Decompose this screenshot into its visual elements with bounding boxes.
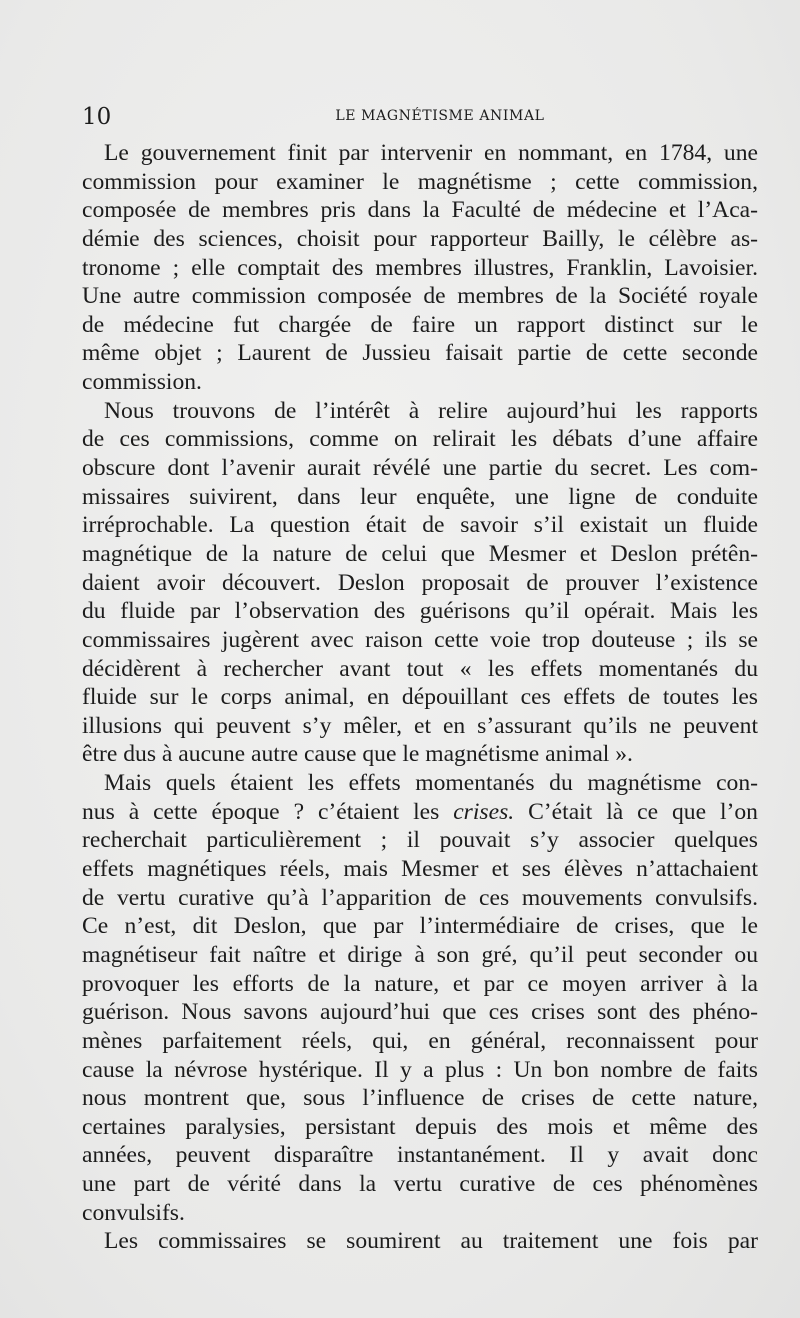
- text-line: cause la névrose hystérique. Il y a plus : Un bon nombre de faits: [82, 1056, 758, 1083]
- text-segment: C’était là ce que l’on: [514, 798, 758, 825]
- text-line: de vertu curative qu’à l’apparition de ces mouvements convulsifs.: [82, 884, 758, 911]
- text-line: commission pour examiner le magnétisme ; cette commission,: [82, 168, 758, 195]
- text-line: convulsifs.: [82, 1199, 185, 1226]
- text-line: nous montrent que, sous l’influence de crises de cette nature,: [82, 1085, 758, 1112]
- text-line: recherchait particulièrement ; il pouvait s’y associer quelques: [82, 827, 758, 854]
- text-line: de ces commissions, comme on relirait les débats d’une affaire: [82, 426, 758, 453]
- text-line: tronome ; elle comptait des membres illustres, Franklin, Lavoisier.: [82, 254, 758, 281]
- text-line: missaires suivirent, dans leur enquête, une ligne de conduite: [82, 483, 758, 510]
- text-line: effets magnétiques réels, mais Mesmer et ses élèves n’attachaient: [82, 856, 758, 883]
- running-head: LE MAGNÉTISME ANIMAL: [335, 108, 545, 124]
- page-header: [82, 100, 758, 132]
- body-text: [82, 139, 758, 1256]
- text-line: Le gouvernement finit par intervenir en nommant, en 1784, une: [104, 140, 758, 166]
- text-line: Nous trouvons de l’intérêt à relire aujourd’hui les rapports: [104, 397, 758, 424]
- text-line: de médecine fut chargée de faire un rapport distinct sur le: [82, 311, 758, 338]
- text-line: magnétique de la nature de celui que Mesmer et Deslon prétên-: [82, 540, 758, 567]
- text-line: être dus à aucune autre cause que le magnétisme animal ».: [82, 741, 633, 768]
- text-line: même objet ; Laurent de Jussieu faisait partie de cette seconde: [82, 340, 758, 367]
- text-line: Mais quels étaient les effets momentanés du magnétisme con-: [104, 770, 758, 797]
- page-number: 10: [82, 104, 112, 130]
- text-line: Ce n’est, dit Deslon, que par l’intermédiaire de crises, que le: [82, 913, 758, 940]
- text-line: Les commissaires se soumirent au traitement une fois par: [104, 1228, 758, 1255]
- text-line: composée de membres pris dans la Faculté de médecine et l’Aca-: [82, 197, 758, 224]
- text-line: provoquer les efforts de la nature, et par ce moyen arriver à la: [82, 970, 758, 997]
- text-line: magnétiseur fait naître et dirige à son gré, qu’il peut seconder ou: [82, 941, 758, 968]
- text-segment: nus à cette époque ? c’étaient les: [82, 798, 454, 825]
- text-line: années, peuvent disparaître instantanément. Il y avait donc: [82, 1142, 758, 1169]
- text-line: Une autre commission composée de membres de la Société royale: [82, 283, 758, 310]
- text-line: décidèrent à rechercher avant tout « les effets momentanés du: [82, 655, 758, 682]
- text-line: irréprochable. La question était de savoir s’il existait un fluide: [82, 512, 758, 539]
- text-line: mènes parfaitement réels, qui, en général, reconnaissent pour: [82, 1027, 758, 1054]
- text-line: guérison. Nous savons aujourd’hui que ces crises sont des phéno-: [82, 999, 758, 1026]
- italic-term: crises.: [453, 798, 515, 825]
- text-line: une part de vérité dans la vertu curative de ces phénomènes: [82, 1171, 758, 1198]
- text-line: du fluide par l’observation des guérisons qu’il opérait. Mais les: [82, 598, 758, 625]
- text-line: commission.: [82, 369, 202, 396]
- text-line: démie des sciences, choisit pour rapporteur Bailly, le célèbre as-: [82, 225, 758, 252]
- text-line: certaines paralysies, persistant depuis des mois et même des: [82, 1113, 758, 1140]
- text-line: illusions qui peuvent s’y mêler, et en s’assurant qu’ils ne peuvent: [82, 712, 758, 739]
- text-line: obscure dont l’avenir aurait révélé une partie du secret. Les com-: [82, 455, 758, 482]
- text-line: [82, 798, 758, 827]
- text-line: fluide sur le corps animal, en dépouillant ces effets de toutes les: [82, 684, 758, 711]
- text-line: commissaires jugèrent avec raison cette voie trop douteuse ; ils se: [82, 626, 758, 653]
- text-line: daient avoir découvert. Deslon proposait de prouver l’existence: [82, 569, 758, 596]
